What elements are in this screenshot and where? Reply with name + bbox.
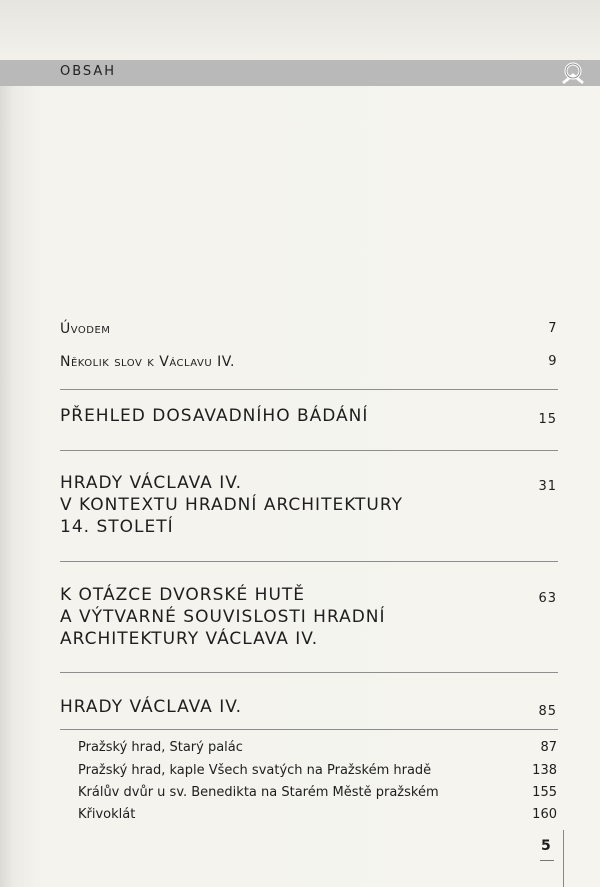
- toc-subentry-page: 138: [532, 763, 557, 778]
- toc-subentry-title: Pražský hrad, kaple Všech svatých na Pražském hradě: [78, 763, 432, 778]
- toc-subentry[interactable]: [78, 785, 557, 800]
- toc-entry-court-lodge[interactable]: [60, 584, 557, 650]
- toc-subentry-page: 155: [532, 785, 557, 800]
- publisher-logo-icon: [560, 61, 586, 85]
- section-divider: [60, 450, 558, 451]
- toc-subentry[interactable]: [78, 763, 557, 778]
- toc-entry-title-line: A VÝTVARNÉ SOUVISLOSTI HRADNÍ: [60, 607, 386, 627]
- page-top-shade: [0, 0, 600, 60]
- toc-entry-few-words[interactable]: [60, 354, 557, 370]
- toc-entry-page: 7: [548, 321, 557, 336]
- running-header: [0, 60, 600, 86]
- page-number: 5: [541, 838, 551, 854]
- toc-entry-title: PŘEHLED DOSAVADNÍHO BÁDÁNÍ: [60, 406, 369, 426]
- toc-subentry[interactable]: [78, 740, 557, 755]
- toc-entry-title-line: V KONTEXTU HRADNÍ ARCHITEKTURY: [60, 495, 403, 515]
- toc-subentry[interactable]: [78, 807, 557, 822]
- toc-entry-page: 9: [548, 354, 557, 369]
- toc-entry-title-line: K OTÁZCE DVORSKÉ HUTĚ: [60, 585, 306, 605]
- section-divider: [60, 389, 558, 390]
- toc-entry-page: 63: [538, 591, 557, 606]
- toc-subentry-page: 87: [540, 740, 557, 755]
- section-divider: [60, 561, 558, 562]
- folio-underline: [540, 860, 554, 861]
- toc-entry-title-line: 14. STOLETÍ: [60, 517, 174, 537]
- toc-subentry-title: Pražský hrad, Starý palác: [78, 740, 243, 755]
- toc-subentry-title: Králův dvůr u sv. Benedikta na Starém Městě pražském: [78, 785, 439, 800]
- section-divider: [60, 729, 558, 730]
- toc-entry-title-line: ARCHITEKTURY VÁCLAVA IV.: [60, 629, 319, 649]
- toc-entry-title-line: HRADY VÁCLAVA IV.: [60, 473, 243, 493]
- toc-subentry-page: 160: [532, 807, 557, 822]
- toc-subentry-title: Křivoklát: [78, 807, 136, 822]
- toc-entry-page: 31: [538, 479, 557, 494]
- toc-entry-intro[interactable]: [60, 321, 557, 337]
- section-divider: [60, 672, 558, 673]
- toc-entry-overview[interactable]: [60, 405, 557, 427]
- toc-entry-title: Úvodem: [60, 321, 111, 337]
- toc-entry-castles-context[interactable]: [60, 472, 557, 538]
- folio-rule: [563, 830, 564, 887]
- toc-entry-page: 85: [538, 704, 557, 719]
- toc-entry-title: HRADY VÁCLAVA IV.: [60, 697, 243, 717]
- toc-entry-castles[interactable]: [60, 696, 557, 718]
- toc-entry-title: Několik slov k Václavu IV.: [60, 354, 235, 370]
- toc-entry-page: 15: [538, 412, 557, 427]
- running-header-title: OBSAH: [60, 64, 117, 79]
